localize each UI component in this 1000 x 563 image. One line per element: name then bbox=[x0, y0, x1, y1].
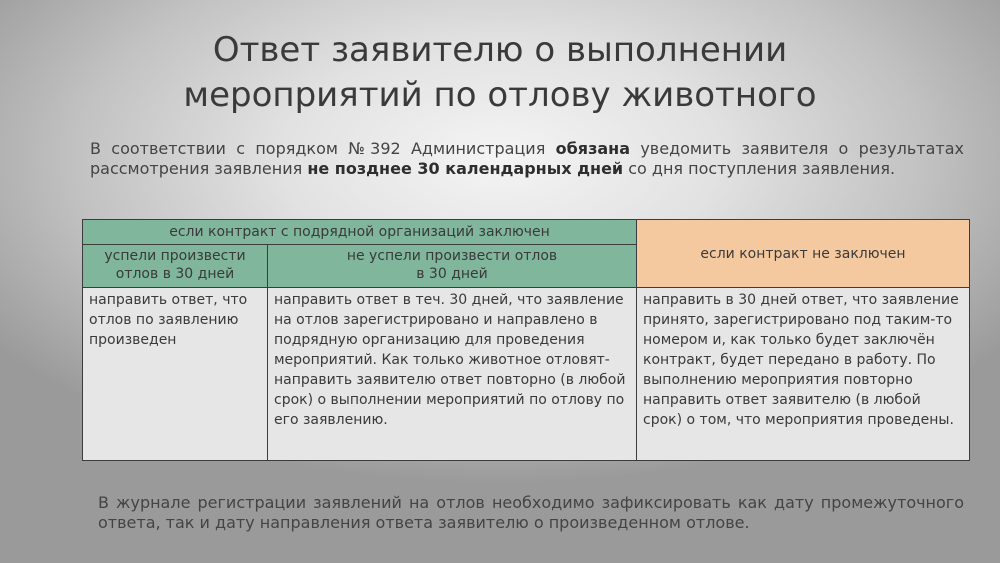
intro-text-3: со дня поступления заявления. bbox=[623, 159, 896, 178]
subheader-done-in-30-days: успели произвести отлов в 30 дней bbox=[83, 245, 268, 288]
slide-title bbox=[150, 28, 850, 118]
header-contract-concluded: если контракт с подрядной организаций заключен bbox=[83, 220, 637, 245]
subheader-not-done-in-30-days bbox=[268, 245, 637, 288]
title-line-2: мероприятий по отлову животного bbox=[183, 75, 817, 115]
intro-bold-deadline: не позднее 30 календарных дней bbox=[307, 159, 624, 178]
table-body-row bbox=[83, 288, 970, 461]
intro-paragraph bbox=[90, 139, 964, 179]
cell-no-contract-response: направить в 30 дней ответ, что заявление принято, зарегистрировано под таким-то номером и, как только будет заключён контракт, будет передано в работу. По выполнению мероприятия повторно направить ответ заявителю (в любой срок) о том, что мероприятия проведены. bbox=[637, 288, 970, 461]
table-header-row bbox=[83, 220, 970, 245]
subheader-not-done-line-2: в 30 дней bbox=[416, 266, 488, 282]
title-line-1: Ответ заявителю о выполнении bbox=[212, 30, 788, 70]
header-contract-not-concluded: если контракт не заключен bbox=[637, 220, 970, 288]
intro-text-1: В соответствии с порядком №392 Администрация bbox=[90, 139, 556, 158]
intro-text-2: уведомить заявителя о результатах рассмотрения заявления bbox=[90, 139, 965, 178]
response-rules-table bbox=[82, 219, 970, 461]
outro-paragraph: В журнале регистрации заявлений на отлов необходимо зафиксировать как дату промежуточного ответа, так и дату направления ответа заявителю о произведенном отлове. bbox=[98, 493, 964, 532]
cell-done-response: направить ответ, что отлов по заявлению произведен bbox=[83, 288, 268, 461]
cell-not-done-response: направить ответ в теч. 30 дней, что заявление на отлов зарегистрировано и направлено в подрядную организацию для проведения мероприятий. Как только животное отловят- направить заявителю ответ повторно (в любой срок) о выполнении мероприятий по отлову по его заявлению. bbox=[268, 288, 637, 461]
subheader-not-done-line-1: не успели произвести отлов bbox=[346, 248, 558, 264]
intro-bold-obliged: обязана bbox=[555, 139, 631, 158]
